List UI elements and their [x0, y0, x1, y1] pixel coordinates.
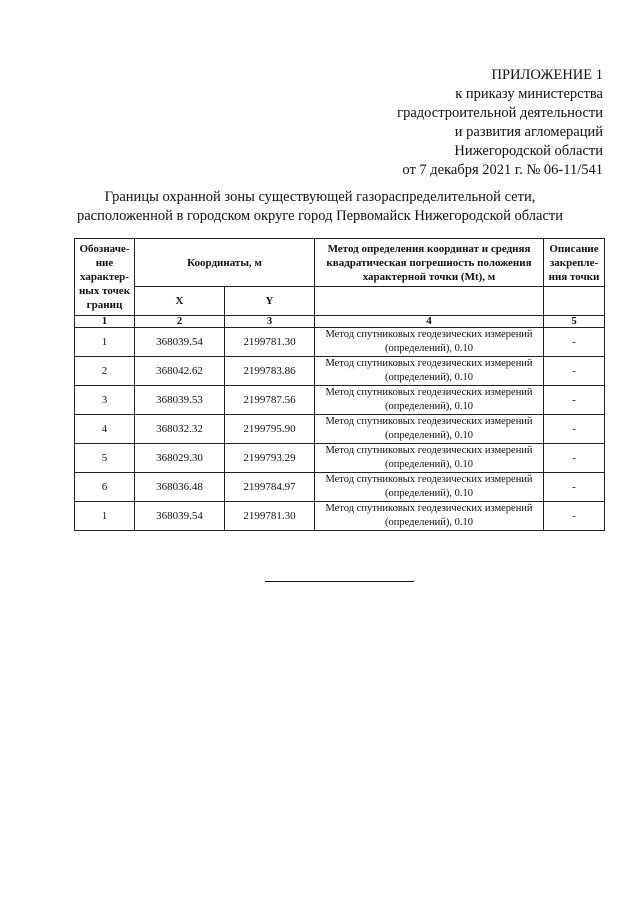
document-title: [40, 188, 600, 226]
coordinate-y: 2199795.90: [225, 415, 315, 444]
coordinate-y: 2199787.56: [225, 386, 315, 415]
point-designation: 1: [75, 502, 135, 531]
coordinate-x: 368039.54: [135, 502, 225, 531]
method-cell: Метод спутниковых геодезических измерений (определений), 0.10: [315, 415, 544, 444]
method-cell: Метод спутниковых геодезических измерений (определений), 0.10: [315, 386, 544, 415]
column-number: 2: [135, 316, 225, 328]
point-description: -: [544, 473, 605, 502]
point-description: -: [544, 386, 605, 415]
point-description: -: [544, 357, 605, 386]
point-designation: 2: [75, 357, 135, 386]
appendix-title: ПРИЛОЖЕНИЕ 1: [491, 67, 603, 83]
header-method: Метод определения координат и средняя квадратическая погрешность положения характерной точки (Mt), м: [315, 239, 544, 287]
coordinate-x: 368039.54: [135, 328, 225, 357]
point-designation: 3: [75, 386, 135, 415]
coordinate-x: 368032.32: [135, 415, 225, 444]
header-coordinates: Координаты, м: [135, 239, 315, 287]
coordinate-y: 2199793.29: [225, 444, 315, 473]
appendix-line-ministry: градостроительной деятельности: [397, 105, 603, 121]
point-description: -: [544, 328, 605, 357]
method-cell: Метод спутниковых геодезических измерений (определений), 0.10: [315, 444, 544, 473]
coordinate-x: 368039.53: [135, 386, 225, 415]
point-designation: 1: [75, 328, 135, 357]
table-row: [75, 415, 605, 444]
table-row: [75, 502, 605, 531]
table-row: [75, 444, 605, 473]
signature-divider-line: [265, 581, 414, 582]
table-row: [75, 328, 605, 357]
coordinate-y: 2199783.86: [225, 357, 315, 386]
column-number: 5: [544, 316, 605, 328]
document-title-line-2: расположенной в городском округе город Первомайск Нижегородской области: [76, 208, 563, 224]
table-row: [75, 357, 605, 386]
header-method-blank: [315, 287, 544, 316]
coordinate-y: 2199784.97: [225, 473, 315, 502]
appendix-line-order: к приказу министерства: [455, 86, 603, 102]
coordinate-x: 368029.30: [135, 444, 225, 473]
header-y: Y: [225, 287, 315, 316]
appendix-line-date-number: от 7 декабря 2021 г. № 06-11/541: [402, 162, 603, 178]
coordinate-y: 2199781.30: [225, 502, 315, 531]
header-designation: Обозначе-ние характер-ных точек границ: [75, 239, 135, 316]
column-number: 1: [75, 316, 135, 328]
appendix-header: [397, 66, 603, 180]
coordinate-x: 368042.62: [135, 357, 225, 386]
header-x: X: [135, 287, 225, 316]
coordinate-x: 368036.48: [135, 473, 225, 502]
point-designation: 5: [75, 444, 135, 473]
method-cell: Метод спутниковых геодезических измерений (определений), 0.10: [315, 357, 544, 386]
table-row: [75, 473, 605, 502]
coordinate-y: 2199781.30: [225, 328, 315, 357]
column-number-row: [75, 316, 605, 328]
point-description: -: [544, 502, 605, 531]
point-designation: 4: [75, 415, 135, 444]
method-cell: Метод спутниковых геодезических измерений (определений), 0.10: [315, 473, 544, 502]
column-number: 3: [225, 316, 315, 328]
appendix-line-region: Нижегородской области: [454, 143, 603, 159]
point-description: -: [544, 415, 605, 444]
coordinates-table: [74, 238, 605, 531]
document-title-line-1: Границы охранной зоны существующей газораспределительной сети,: [104, 189, 536, 205]
appendix-line-agglomerations: и развития агломераций: [454, 124, 603, 140]
point-designation: 6: [75, 473, 135, 502]
header-description: Описание закрепле-ния точки: [544, 239, 605, 287]
method-cell: Метод спутниковых геодезических измерений (определений), 0.10: [315, 502, 544, 531]
header-description-blank: [544, 287, 605, 316]
point-description: -: [544, 444, 605, 473]
column-number: 4: [315, 316, 544, 328]
method-cell: Метод спутниковых геодезических измерений (определений), 0.10: [315, 328, 544, 357]
table-row: [75, 386, 605, 415]
